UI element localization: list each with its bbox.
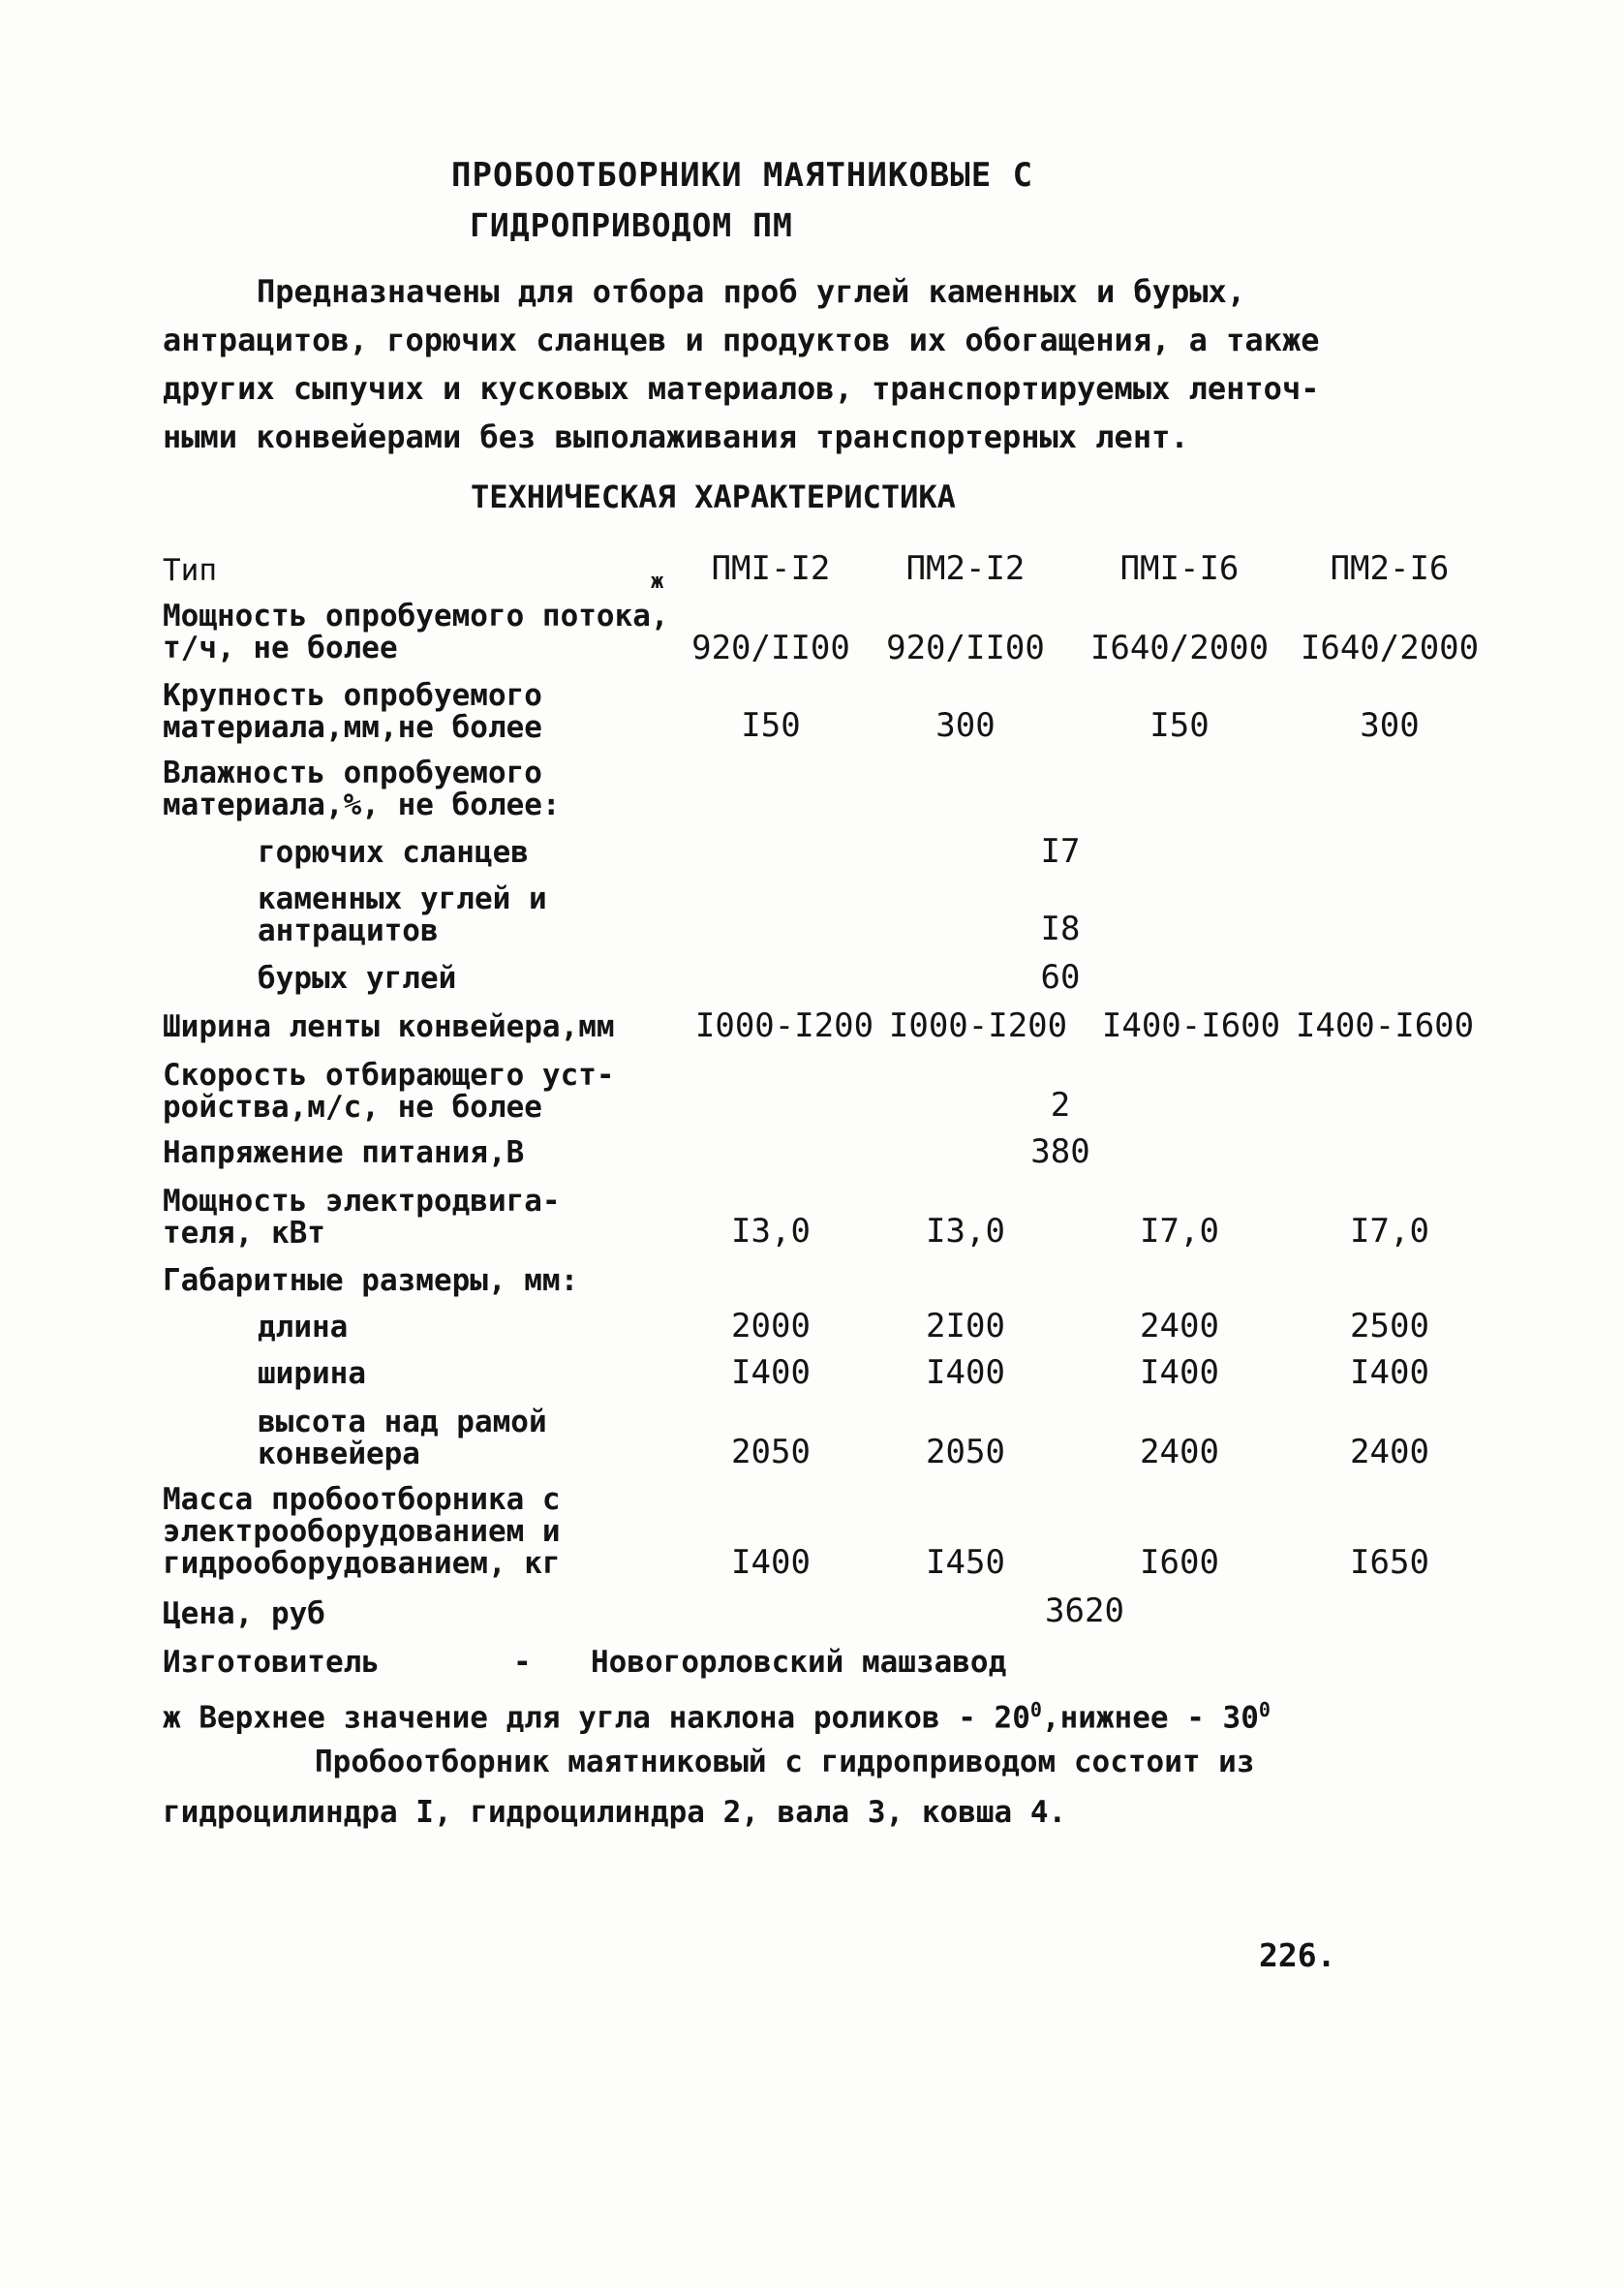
length-value-1: 2000	[731, 1307, 811, 1345]
price-label: Цена, руб	[163, 1596, 325, 1631]
motor-label: Мощность электродвига- теля, кВт	[163, 1184, 561, 1251]
page-number: 226.	[1259, 1936, 1336, 1974]
belt-value-1: I000-I200	[694, 1006, 874, 1045]
height-value-1: 2050	[731, 1433, 811, 1471]
motor-value-2: I3,0	[926, 1212, 1005, 1251]
height-value-2: 2050	[926, 1433, 1005, 1471]
size-value-2: 300	[935, 706, 996, 745]
length-value-2: 2I00	[926, 1307, 1005, 1345]
size-value-4: 300	[1360, 706, 1420, 745]
width-value-2: I400	[926, 1353, 1005, 1392]
intro-line-3: других сыпучих и кусковых материалов, транспортируемых ленточ-	[163, 370, 1320, 407]
size-label: Крупность опробуемого материала,мм,не более	[163, 678, 542, 745]
footnote	[163, 1691, 1271, 1736]
maker-label: Изготовитель	[163, 1645, 380, 1680]
mass-value-1: I400	[731, 1543, 811, 1582]
width-label: ширина	[258, 1356, 366, 1391]
belt-value-4: I400-I600	[1295, 1006, 1475, 1045]
mass-value-3: I600	[1140, 1543, 1219, 1582]
footnote-degree-1: 0	[1029, 1698, 1042, 1721]
belt-label: Ширина ленты конвейера,мм	[163, 1009, 615, 1044]
mass-value-4: I650	[1350, 1543, 1429, 1582]
brown-coal-label: бурых углей	[258, 961, 457, 996]
size-value-1: I50	[741, 706, 801, 745]
intro-line-1: Предназначены для отбора проб углей каменных и бурых,	[257, 273, 1246, 310]
moisture-label: Влажность опробуемого материала,%, не более:	[163, 756, 561, 822]
belt-value-3: I400-I600	[1101, 1006, 1281, 1045]
coal-value: I8	[1040, 910, 1081, 948]
doc-subtitle: ГИДРОПРИВОДОМ ПМ	[470, 206, 793, 244]
col-header-4: ПМ2-I6	[1330, 549, 1450, 588]
width-value-4: I400	[1350, 1353, 1429, 1392]
col-header-2: ПМ2-I2	[905, 549, 1026, 588]
motor-value-1: I3,0	[731, 1212, 811, 1251]
intro-line-2: антрацитов, горючих сланцев и продуктов их обогащения, а также	[163, 322, 1320, 358]
closing-line-1: Пробоотборник маятниковый с гидроприводом состоит из	[315, 1745, 1255, 1779]
voltage-label: Напряжение питания,В	[163, 1135, 525, 1170]
shale-value: I7	[1040, 832, 1081, 871]
length-label: длина	[258, 1310, 349, 1345]
length-value-4: 2500	[1350, 1307, 1429, 1345]
flow-value-4: I640/2000	[1300, 629, 1480, 667]
height-label: высота над рамой конвейера	[258, 1405, 547, 1471]
motor-value-3: I7,0	[1140, 1212, 1219, 1251]
flow-label: Мощность опробуемого потока, т/ч, не более	[163, 599, 669, 665]
flow-value-3: I640/2000	[1089, 629, 1270, 667]
brown-coal-value: 60	[1040, 958, 1081, 997]
size-value-3: I50	[1149, 706, 1210, 745]
speed-label: Скорость отбирающего уст- ройства,м/с, не более	[163, 1058, 615, 1125]
shale-label: горючих сланцев	[258, 835, 529, 870]
price-value: 3620	[1045, 1592, 1124, 1630]
mass-label: Масса пробоотборника с электрооборудованием и гидрооборудованием, кг	[163, 1482, 561, 1581]
maker-value: Новогорловский машзавод	[591, 1645, 1007, 1680]
belt-value-2: I000-I200	[888, 1006, 1068, 1045]
doc-title: ПРОБООТБОРНИКИ МАЯТНИКОВЫЕ С	[451, 156, 1034, 195]
footnote-degree-2: 0	[1258, 1698, 1271, 1721]
width-value-1: I400	[731, 1353, 811, 1392]
intro-line-4: ными конвейерами без выполаживания транспортерных лент.	[163, 418, 1189, 455]
spec-heading: ТЕХНИЧЕСКАЯ ХАРАКТЕРИСТИКА	[471, 479, 956, 515]
coal-label: каменных углей и антрацитов	[258, 881, 547, 948]
dims-label: Габаритные размеры, мм:	[163, 1263, 579, 1298]
footnote-marker: ж	[651, 570, 664, 594]
col-header-3: ПМI-I6	[1119, 549, 1240, 588]
voltage-value: 380	[1030, 1132, 1090, 1171]
closing-line-2: гидроцилиндра I, гидроцилиндра 2, вала 3, ковша 4.	[163, 1795, 1067, 1830]
type-label: Тип	[163, 553, 217, 588]
speed-value: 2	[1050, 1086, 1071, 1125]
length-value-3: 2400	[1140, 1307, 1219, 1345]
footnote-text-2: ,нижнее - 30	[1041, 1700, 1259, 1736]
col-header-1: ПМI-I2	[711, 549, 831, 588]
flow-value-2: 920/II00	[886, 629, 1045, 667]
mass-value-2: I450	[926, 1543, 1005, 1582]
motor-value-4: I7,0	[1350, 1212, 1429, 1251]
height-value-4: 2400	[1350, 1433, 1429, 1471]
footnote-text-1: ж Верхнее значение для угла наклона роликов - 20	[163, 1700, 1030, 1736]
width-value-3: I400	[1140, 1353, 1219, 1392]
flow-value-1: 920/II00	[691, 629, 850, 667]
height-value-3: 2400	[1140, 1433, 1219, 1471]
maker-dash: -	[513, 1645, 532, 1680]
